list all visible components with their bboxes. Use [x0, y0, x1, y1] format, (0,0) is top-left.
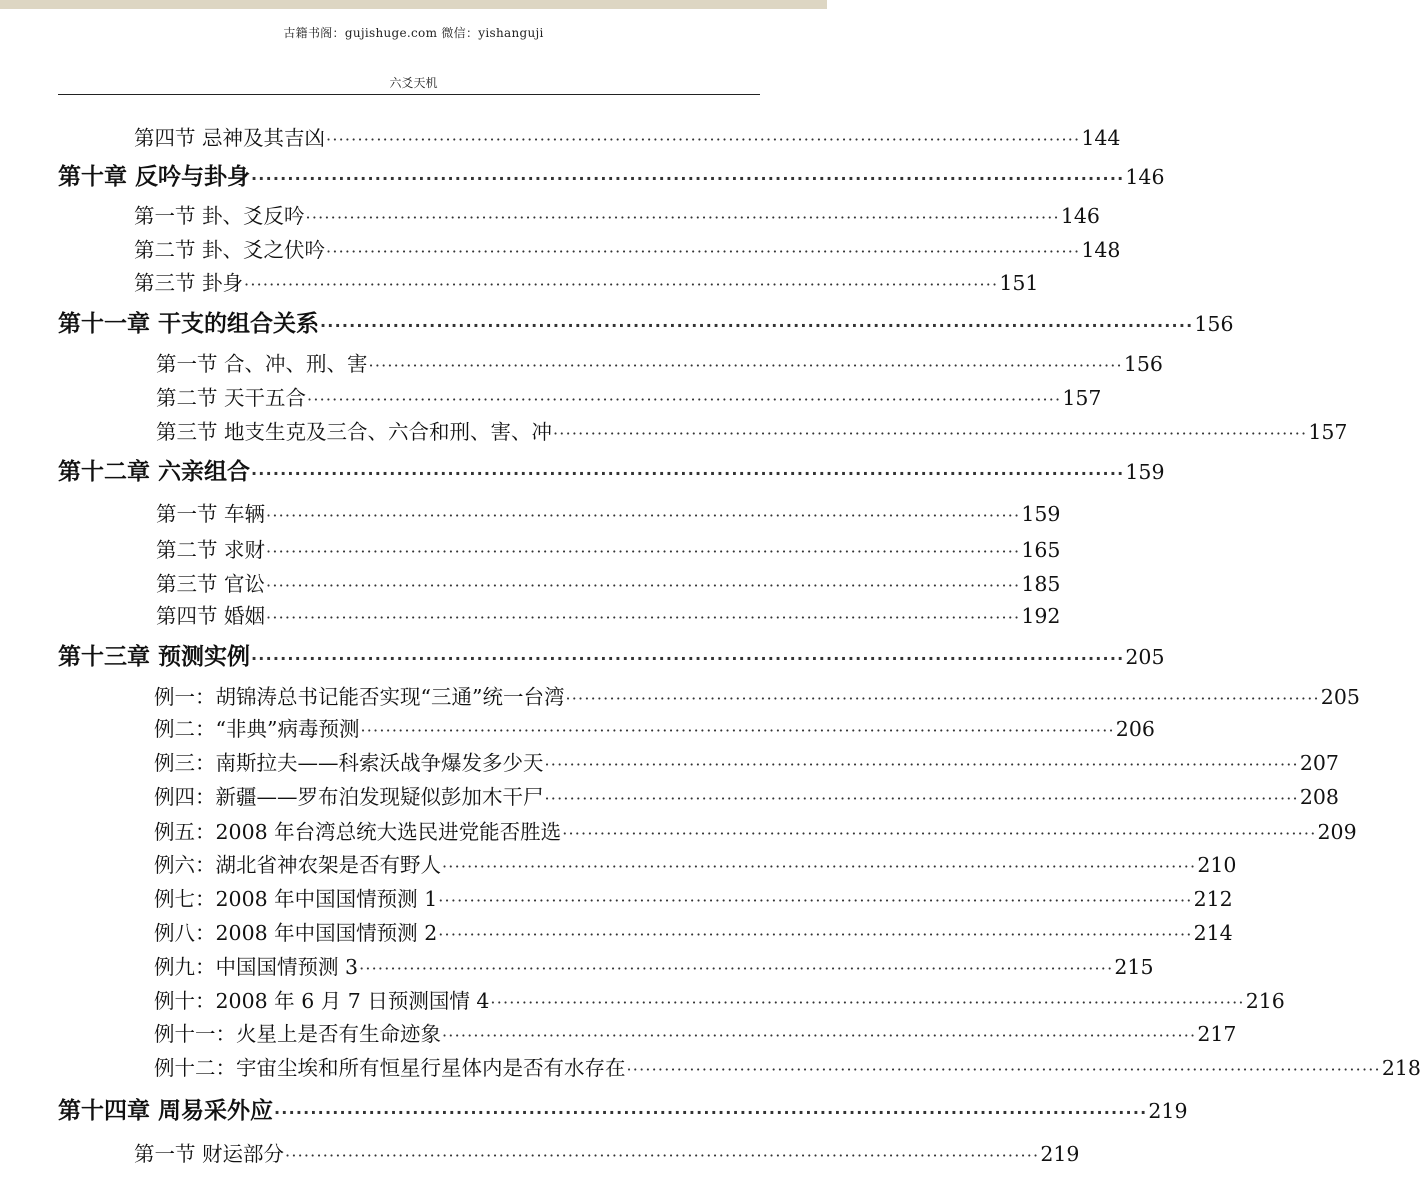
toc-entry-title: 第一节 卦、爻反吟 — [134, 204, 305, 228]
toc-page-number: 148 — [1081, 238, 1121, 262]
toc-page-number: 216 — [1245, 989, 1285, 1013]
toc-section-entry — [156, 570, 1061, 600]
toc-example-entry — [154, 783, 1339, 813]
dot-leader: ························································································································ — [553, 424, 1308, 443]
toc-example-entry — [154, 683, 1360, 713]
toc-page-number: 212 — [1193, 887, 1233, 911]
dot-leader: ························································································································ — [320, 316, 1194, 335]
dot-leader: ························································································································ — [360, 721, 1115, 740]
toc-entry-title: 例十一：火星上是否有生命迹象 — [154, 1022, 441, 1046]
toc-entry-title: 第二节 天干五合 — [156, 386, 307, 410]
toc-entry-title: 第三节 官讼 — [156, 572, 266, 596]
dot-leader: ························································································································ — [251, 649, 1125, 668]
toc-example-entry — [154, 1054, 1421, 1084]
toc-entry-title: 第三节 地支生克及三合、六合和刑、害、冲 — [156, 420, 553, 444]
toc-entry-title: 例一：胡锦涛总书记能否实现“三通”统一台湾 — [154, 685, 565, 709]
toc-entry-title: 第二节 卦、爻之伏吟 — [134, 238, 326, 262]
toc-chapter-entry — [58, 1097, 1188, 1127]
toc-section-entry — [156, 418, 1348, 448]
running-head: 六爻天机 — [389, 76, 438, 90]
header-rule — [58, 94, 760, 95]
toc-page-number: 159 — [1021, 502, 1061, 526]
toc-chapter-entry — [58, 643, 1165, 673]
toc-page-number: 156 — [1123, 352, 1163, 376]
toc-entry-title: 例八：2008 年中国国情预测 2 — [154, 921, 438, 945]
toc-entry-title: 第一节 财运部分 — [134, 1142, 285, 1166]
toc-entry-title: 例六：湖北省神农架是否有野人 — [154, 853, 441, 877]
dot-leader: ························································································································ — [326, 242, 1081, 261]
dot-leader: ························································································································ — [326, 130, 1081, 149]
toc-entry-title: 例十：2008 年 6 月 7 日预测国情 4 — [154, 989, 490, 1013]
toc-entry-title: 例五：2008 年台湾总统大选民进党能否胜选 — [154, 820, 562, 844]
toc-page-number: 215 — [1114, 955, 1154, 979]
toc-page-number: 157 — [1308, 420, 1348, 444]
toc-page-number: 214 — [1193, 921, 1233, 945]
dot-leader: ························································································································ — [565, 689, 1320, 708]
dot-leader: ························································································································ — [266, 576, 1021, 595]
toc-example-entry — [154, 1020, 1237, 1050]
toc-chapter-entry — [58, 458, 1165, 488]
toc-entry-title: 第一节 车辆 — [156, 502, 266, 526]
toc-entry-title: 第十二章 六亲组合 — [58, 459, 251, 485]
toc-page-number: 205 — [1125, 645, 1165, 669]
toc-entry-title: 例九：中国国情预测 3 — [154, 955, 359, 979]
dot-leader: ························································································································ — [544, 755, 1299, 774]
dot-leader: ························································································································ — [266, 608, 1021, 627]
toc-page-number: 151 — [999, 271, 1039, 295]
toc-example-entry — [154, 987, 1285, 1017]
toc-page-number: 159 — [1125, 460, 1165, 484]
toc-page-number: 217 — [1197, 1022, 1237, 1046]
toc-section-entry — [156, 536, 1061, 566]
toc-entry-title: 例十二：宇宙尘埃和所有恒星行星体内是否有水存在 — [154, 1056, 626, 1080]
toc-section-entry — [134, 269, 1039, 299]
toc-page-number: 218 — [1381, 1056, 1421, 1080]
dot-leader: ························································································································ — [285, 1146, 1040, 1165]
dot-leader: ························································································································ — [544, 789, 1299, 808]
dot-leader: ························································································································ — [438, 891, 1193, 910]
dot-leader: ························································································································ — [438, 925, 1193, 944]
toc-entry-title: 第十章 反吟与卦身 — [58, 164, 251, 190]
toc-entry-title: 第一节 合、冲、刑、害 — [156, 352, 368, 376]
toc-example-entry — [154, 715, 1155, 745]
toc-entry-title: 例七：2008 年中国国情预测 1 — [154, 887, 438, 911]
toc-page-number: 205 — [1320, 685, 1360, 709]
toc-page-number: 144 — [1081, 126, 1121, 150]
toc-page-number: 146 — [1125, 165, 1165, 189]
toc-section-entry — [156, 602, 1061, 632]
dot-leader: ························································································································ — [266, 506, 1021, 525]
dot-leader: ························································································································ — [490, 993, 1245, 1012]
toc-example-entry — [154, 885, 1233, 915]
toc-page-number: 219 — [1040, 1142, 1080, 1166]
toc-page-number: 210 — [1197, 853, 1237, 877]
toc-page-number: 156 — [1194, 312, 1234, 336]
toc-section-entry — [156, 500, 1061, 530]
toc-example-entry — [154, 818, 1357, 848]
toc-section-entry — [156, 384, 1102, 414]
toc-entry-title: 第四节 忌神及其吉凶 — [134, 126, 326, 150]
toc-page-number: 146 — [1060, 204, 1100, 228]
toc-example-entry — [154, 749, 1339, 779]
toc-page-number: 185 — [1021, 572, 1061, 596]
toc-example-entry — [154, 919, 1233, 949]
toc-entry-title: 第二节 求财 — [156, 538, 266, 562]
toc-section-entry — [134, 1140, 1080, 1170]
toc-entry-title: 第四节 婚姻 — [156, 604, 266, 628]
toc-page-number: 209 — [1317, 820, 1357, 844]
dot-leader: ························································································································ — [359, 959, 1114, 978]
toc-chapter-entry — [58, 163, 1165, 193]
dot-leader: ························································································································ — [274, 1103, 1148, 1122]
toc-entry-title: 第十三章 预测实例 — [58, 644, 251, 670]
dot-leader: ························································································································ — [251, 169, 1125, 188]
toc-chapter-entry — [58, 310, 1234, 340]
dot-leader: ························································································································ — [562, 824, 1317, 843]
toc-page-number: 206 — [1115, 717, 1155, 741]
dot-leader: ························································································································ — [442, 857, 1197, 876]
top-border-strip — [0, 0, 827, 9]
toc-entry-title: 例二：“非典”病毒预测 — [154, 717, 360, 741]
toc-page-number: 165 — [1021, 538, 1061, 562]
dot-leader: ························································································································ — [244, 275, 999, 294]
toc-page-number: 208 — [1299, 785, 1339, 809]
toc-section-entry — [134, 202, 1100, 232]
toc-section-entry — [134, 124, 1121, 154]
dot-leader: ························································································································ — [251, 464, 1125, 483]
toc-section-entry — [156, 350, 1163, 380]
toc-entry-title: 第三节 卦身 — [134, 271, 244, 295]
toc-example-entry — [154, 851, 1237, 881]
toc-entry-title: 例四：新疆——罗布泊发现疑似彭加木干尸 — [154, 785, 544, 809]
dot-leader: ························································································································ — [442, 1026, 1197, 1045]
toc-page-number: 207 — [1299, 751, 1339, 775]
toc-section-entry — [134, 236, 1121, 266]
toc-example-entry — [154, 953, 1154, 983]
site-watermark-line: 古籍书阁：gujishuge.com 微信：yishanguji — [283, 26, 544, 40]
toc-page-number: 192 — [1021, 604, 1061, 628]
dot-leader: ························································································································ — [368, 356, 1123, 375]
dot-leader: ························································································································ — [266, 542, 1021, 561]
dot-leader: ························································································································ — [626, 1060, 1381, 1079]
toc-entry-title: 第十一章 干支的组合关系 — [58, 311, 320, 337]
toc-page-number: 219 — [1148, 1099, 1188, 1123]
toc-page-number: 157 — [1062, 386, 1102, 410]
dot-leader: ························································································································ — [307, 390, 1062, 409]
dot-leader: ························································································································ — [305, 208, 1060, 227]
toc-entry-title: 第十四章 周易采外应 — [58, 1098, 274, 1124]
toc-entry-title: 例三：南斯拉夫——科索沃战争爆发多少天 — [154, 751, 544, 775]
